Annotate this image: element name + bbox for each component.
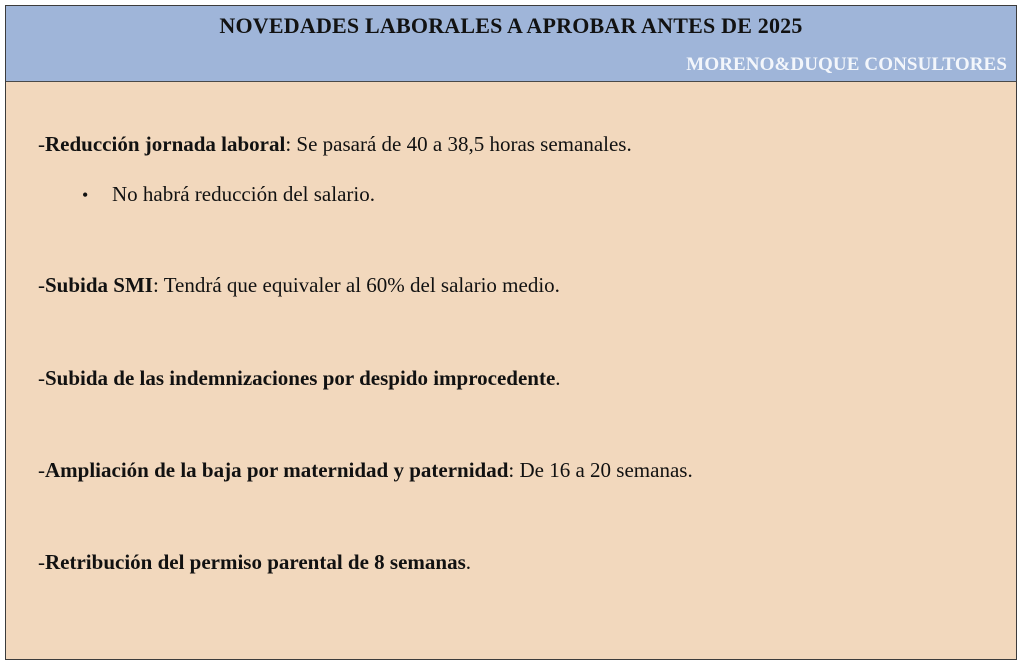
item-ampliacion-baja — [38, 460, 693, 481]
content-body — [6, 82, 1016, 659]
item-permiso-parental — [38, 552, 471, 573]
item-dash: - — [38, 132, 45, 156]
item-heading: Retribución del permiso parental de 8 semanas — [45, 550, 466, 574]
item-heading: Ampliación de la baja por maternidad y paternidad — [45, 458, 509, 482]
item-text: : Tendrá que equivaler al 60% del salario medio. — [152, 273, 560, 297]
header-banner — [6, 6, 1016, 82]
company-name: MORENO&DUQUE CONSULTORES — [686, 54, 1007, 75]
item-heading: Reducción jornada laboral — [45, 132, 286, 156]
item-heading: Subida de las indemnizaciones por despido improcedente — [45, 366, 556, 390]
bullet-icon: • — [82, 185, 89, 205]
document-card — [5, 5, 1017, 660]
item-dash: - — [38, 366, 45, 390]
item-text: : De 16 a 20 semanas. — [508, 458, 693, 482]
item-dash: - — [38, 273, 45, 297]
item-dash: - — [38, 550, 45, 574]
page-title: NOVEDADES LABORALES A APROBAR ANTES DE 2025 — [219, 13, 803, 38]
item-reduccion-jornada — [38, 134, 632, 155]
item-subida-smi — [38, 275, 560, 296]
item-heading: Subida SMI — [45, 273, 153, 297]
bullet-text: No habrá reducción del salario. — [112, 182, 375, 206]
item-text: . — [465, 550, 472, 574]
item-indemnizaciones — [38, 368, 561, 389]
item-text: . — [555, 366, 561, 390]
item-dash: - — [38, 458, 45, 482]
bullet-item — [82, 184, 375, 205]
item-text: : Se pasará de 40 a 38,5 horas semanales. — [285, 132, 632, 156]
